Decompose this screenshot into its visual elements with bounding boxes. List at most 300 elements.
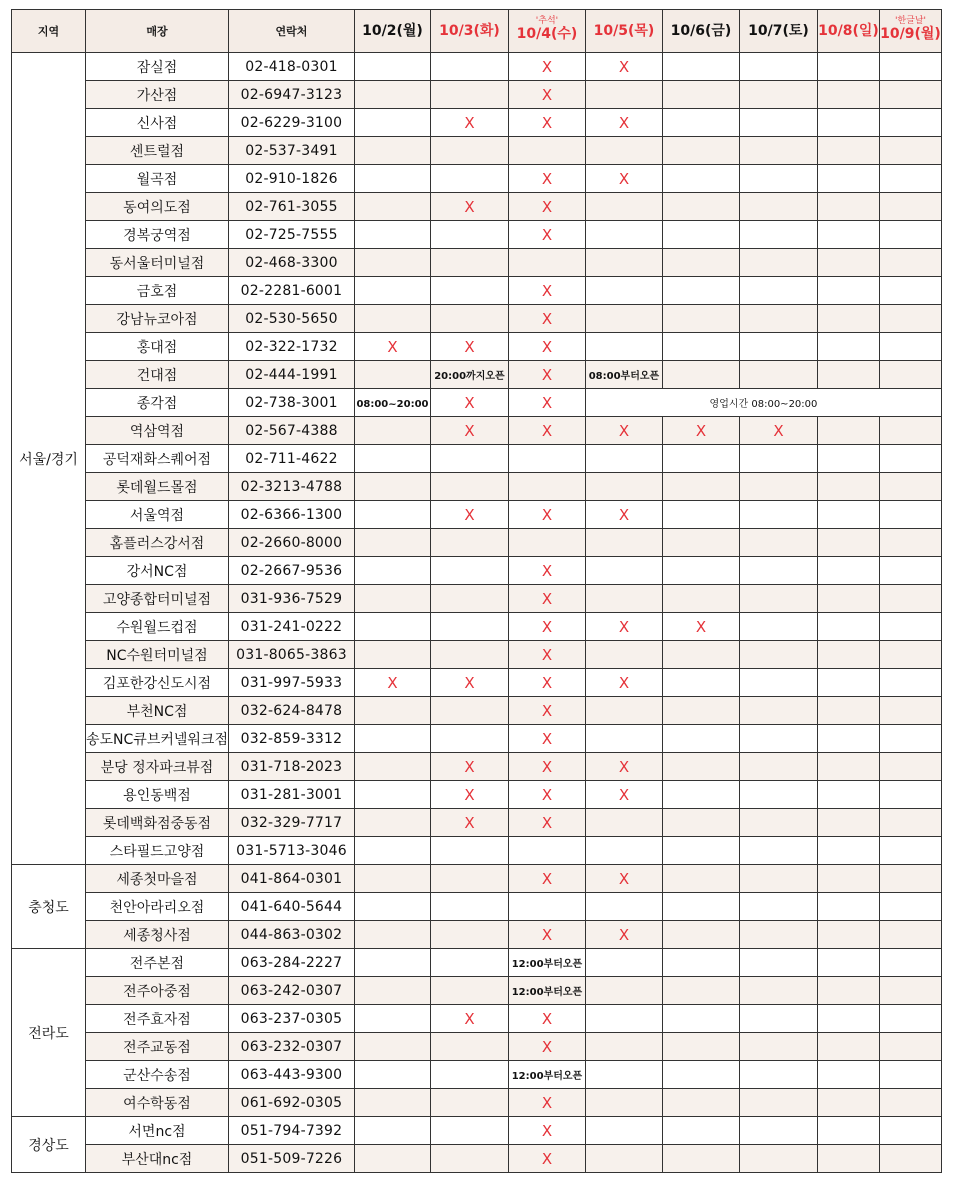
day-cell	[585, 249, 662, 277]
store-name-cell: 홍대점	[86, 333, 229, 361]
day-cell	[817, 725, 879, 753]
day-cell	[354, 837, 430, 865]
closed-mark: X	[541, 1121, 553, 1140]
header-day-date: 10/3(화)	[439, 22, 500, 39]
day-cell	[879, 277, 941, 305]
closed-mark: X	[541, 169, 553, 188]
closed-mark: X	[541, 925, 553, 944]
table-row	[12, 361, 942, 389]
day-cell	[739, 53, 817, 81]
day-cell	[879, 557, 941, 585]
day-cell	[508, 1089, 585, 1117]
hours-note: 12:00부터오픈	[511, 1070, 583, 1082]
day-cell	[354, 221, 430, 249]
day-cell	[585, 417, 662, 445]
day-cell	[879, 1061, 941, 1089]
day-cell	[817, 585, 879, 613]
day-cell	[430, 529, 508, 557]
day-cell	[739, 165, 817, 193]
header-day-date: 10/7(토)	[748, 22, 809, 39]
day-cell	[585, 473, 662, 501]
day-cell	[508, 893, 585, 921]
closed-mark: X	[541, 197, 553, 216]
day-cell	[739, 585, 817, 613]
day-cell	[879, 949, 941, 977]
day-cell	[430, 109, 508, 137]
store-name-cell: 동여의도점	[86, 193, 229, 221]
day-cell	[430, 445, 508, 473]
day-cell	[430, 81, 508, 109]
day-cell	[662, 1033, 739, 1061]
day-cell	[662, 361, 739, 389]
day-cell	[585, 697, 662, 725]
day-cell	[879, 613, 941, 641]
day-cell	[739, 277, 817, 305]
store-tel-cell: 02-322-1732	[228, 333, 354, 361]
day-cell	[354, 753, 430, 781]
day-cell	[662, 809, 739, 837]
day-cell	[430, 193, 508, 221]
closed-mark: X	[541, 365, 553, 384]
day-cell	[354, 305, 430, 333]
day-cell	[739, 1061, 817, 1089]
store-name-cell: 가산점	[86, 81, 229, 109]
table-row	[12, 557, 942, 585]
day-cell	[739, 417, 817, 445]
day-cell	[430, 585, 508, 613]
day-cell	[585, 1005, 662, 1033]
table-row	[12, 613, 942, 641]
day-cell	[879, 165, 941, 193]
day-cell	[739, 1005, 817, 1033]
header-day-date: 10/5(목)	[593, 22, 655, 39]
day-cell	[354, 641, 430, 669]
table-row	[12, 949, 942, 977]
day-cell	[879, 1145, 941, 1173]
closed-mark: X	[541, 393, 553, 412]
day-cell	[817, 277, 879, 305]
day-cell	[739, 809, 817, 837]
business-hours-span-cell	[585, 389, 941, 417]
day-cell	[817, 501, 879, 529]
table-row	[12, 109, 942, 137]
table-row	[12, 53, 942, 81]
day-cell	[662, 473, 739, 501]
table-row	[12, 641, 942, 669]
table-row	[12, 837, 942, 865]
day-cell	[430, 221, 508, 249]
store-name-cell: NC수원터미널점	[86, 641, 229, 669]
day-cell	[879, 809, 941, 837]
day-cell	[879, 529, 941, 557]
header-row	[12, 10, 942, 53]
day-cell	[430, 921, 508, 949]
day-cell	[879, 725, 941, 753]
table-row	[12, 865, 942, 893]
day-cell	[508, 137, 585, 165]
day-cell	[354, 193, 430, 221]
header-day-6	[739, 10, 817, 53]
header-day-date: 10/4(수)	[516, 26, 578, 42]
store-tel-cell: 044-863-0302	[228, 921, 354, 949]
closed-mark: X	[464, 393, 475, 412]
store-name-cell: 월곡점	[86, 165, 229, 193]
day-cell	[585, 81, 662, 109]
hours-note: 12:00부터오픈	[511, 958, 583, 970]
day-cell	[879, 921, 941, 949]
closed-mark: X	[618, 869, 630, 888]
day-cell	[879, 977, 941, 1005]
table-row	[12, 921, 942, 949]
store-tel-cell: 032-329-7717	[228, 809, 354, 837]
store-tel-cell: 031-718-2023	[228, 753, 354, 781]
day-cell	[585, 445, 662, 473]
day-cell	[879, 221, 941, 249]
store-name-cell: 고양종합터미널점	[86, 585, 229, 613]
day-cell	[739, 725, 817, 753]
store-name-cell: 스타필드고양점	[86, 837, 229, 865]
table-row	[12, 1117, 942, 1145]
store-name-cell: 분당 정자파크뷰점	[86, 753, 229, 781]
closed-mark: X	[695, 421, 707, 440]
day-cell	[354, 165, 430, 193]
day-cell	[585, 781, 662, 809]
day-cell	[430, 1033, 508, 1061]
store-tel-cell: 02-6229-3100	[228, 109, 354, 137]
day-cell	[508, 669, 585, 697]
day-cell	[739, 893, 817, 921]
holiday-label: '추석'	[535, 16, 559, 26]
closed-mark: X	[541, 1037, 553, 1056]
day-cell	[739, 305, 817, 333]
day-cell	[585, 501, 662, 529]
closed-mark: X	[695, 617, 707, 636]
day-cell	[508, 641, 585, 669]
store-tel-cell: 02-2660-8000	[228, 529, 354, 557]
store-tel-cell: 02-2667-9536	[228, 557, 354, 585]
day-cell	[585, 557, 662, 585]
day-cell	[817, 109, 879, 137]
closed-mark: X	[541, 645, 553, 664]
day-cell	[817, 921, 879, 949]
table-row	[12, 389, 942, 417]
day-cell	[430, 361, 508, 389]
day-cell	[430, 837, 508, 865]
day-cell	[662, 1145, 739, 1173]
table-row	[12, 1033, 942, 1061]
table-row	[12, 809, 942, 837]
store-tel-cell: 031-281-3001	[228, 781, 354, 809]
day-cell	[430, 781, 508, 809]
table-row	[12, 753, 942, 781]
day-cell	[354, 361, 430, 389]
day-cell	[879, 445, 941, 473]
day-cell	[817, 473, 879, 501]
day-cell	[739, 501, 817, 529]
day-cell	[354, 333, 430, 361]
closed-mark: X	[464, 1009, 475, 1028]
store-tel-cell: 031-241-0222	[228, 613, 354, 641]
day-cell	[354, 1061, 430, 1089]
store-tel-cell: 02-725-7555	[228, 221, 354, 249]
day-cell	[508, 361, 585, 389]
table-row	[12, 977, 942, 1005]
store-tel-cell: 051-509-7226	[228, 1145, 354, 1173]
closed-mark: X	[541, 1093, 553, 1112]
closed-mark: X	[541, 85, 553, 104]
closed-mark: X	[464, 197, 475, 216]
day-cell	[585, 641, 662, 669]
region-cell: 전라도	[12, 949, 86, 1117]
day-cell	[817, 809, 879, 837]
closed-mark: X	[618, 113, 630, 132]
day-cell	[662, 949, 739, 977]
day-cell	[508, 445, 585, 473]
day-cell	[662, 781, 739, 809]
day-cell	[817, 1145, 879, 1173]
day-cell	[739, 1145, 817, 1173]
store-tel-cell: 063-242-0307	[228, 977, 354, 1005]
header-day-date: 10/6(금)	[670, 22, 732, 39]
day-cell	[585, 977, 662, 1005]
day-cell	[817, 893, 879, 921]
day-cell	[739, 221, 817, 249]
closed-mark: X	[541, 505, 553, 524]
day-cell	[585, 221, 662, 249]
store-tel-cell: 02-468-3300	[228, 249, 354, 277]
day-cell	[508, 809, 585, 837]
closed-mark: X	[541, 421, 553, 440]
day-cell	[585, 1033, 662, 1061]
table-row	[12, 669, 942, 697]
store-name-cell: 전주효자점	[86, 1005, 229, 1033]
day-cell	[585, 921, 662, 949]
table-row	[12, 305, 942, 333]
day-cell	[817, 193, 879, 221]
day-cell	[354, 809, 430, 837]
day-cell	[508, 781, 585, 809]
closed-mark: X	[773, 421, 784, 440]
day-cell	[585, 949, 662, 977]
store-tel-cell: 02-738-3001	[228, 389, 354, 417]
day-cell	[430, 1061, 508, 1089]
store-name-cell: 수원월드컵점	[86, 613, 229, 641]
store-tel-cell: 041-640-5644	[228, 893, 354, 921]
day-cell	[585, 137, 662, 165]
day-cell	[508, 165, 585, 193]
store-tel-cell: 063-443-9300	[228, 1061, 354, 1089]
table-row	[12, 1005, 942, 1033]
day-cell	[739, 837, 817, 865]
day-cell	[739, 81, 817, 109]
store-tel-cell: 02-444-1991	[228, 361, 354, 389]
day-cell	[662, 417, 739, 445]
store-tel-cell: 02-567-4388	[228, 417, 354, 445]
day-cell	[879, 753, 941, 781]
store-tel-cell: 031-997-5933	[228, 669, 354, 697]
day-cell	[585, 1145, 662, 1173]
store-name-cell: 서면nc점	[86, 1117, 229, 1145]
day-cell	[430, 305, 508, 333]
day-cell	[508, 277, 585, 305]
store-name-cell: 강남뉴코아점	[86, 305, 229, 333]
day-cell	[354, 697, 430, 725]
table-row	[12, 417, 942, 445]
day-cell	[879, 249, 941, 277]
day-cell	[354, 473, 430, 501]
day-cell	[430, 865, 508, 893]
store-name-cell: 역삼역점	[86, 417, 229, 445]
day-cell	[354, 669, 430, 697]
day-cell	[430, 501, 508, 529]
day-cell	[662, 893, 739, 921]
day-cell	[879, 417, 941, 445]
store-tel-cell: 02-418-0301	[228, 53, 354, 81]
day-cell	[739, 753, 817, 781]
day-cell	[585, 837, 662, 865]
day-cell	[585, 333, 662, 361]
closed-mark: X	[541, 337, 553, 356]
store-tel-cell: 031-936-7529	[228, 585, 354, 613]
day-cell	[879, 53, 941, 81]
store-name-cell: 여수학동점	[86, 1089, 229, 1117]
day-cell	[739, 1033, 817, 1061]
table-row	[12, 1061, 942, 1089]
day-cell	[585, 1061, 662, 1089]
closed-mark: X	[618, 57, 630, 76]
day-cell	[354, 53, 430, 81]
day-cell	[662, 109, 739, 137]
store-tel-cell: 02-6366-1300	[228, 501, 354, 529]
day-cell	[817, 529, 879, 557]
day-cell	[430, 389, 508, 417]
day-cell	[430, 1005, 508, 1033]
day-cell	[739, 949, 817, 977]
day-cell	[354, 1089, 430, 1117]
store-tel-cell: 02-537-3491	[228, 137, 354, 165]
day-cell	[508, 921, 585, 949]
day-cell	[585, 613, 662, 641]
closed-mark: X	[541, 281, 553, 300]
day-cell	[430, 977, 508, 1005]
closed-mark: X	[541, 1009, 553, 1028]
day-cell	[430, 1117, 508, 1145]
store-name-cell: 홈플러스강서점	[86, 529, 229, 557]
day-cell	[508, 333, 585, 361]
store-name-cell: 건대점	[86, 361, 229, 389]
day-cell	[508, 53, 585, 81]
business-hours-note: 영업시간 08:00~20:00	[709, 398, 818, 410]
day-cell	[354, 949, 430, 977]
day-cell	[662, 305, 739, 333]
hours-note: 08:00~20:00	[356, 398, 429, 410]
day-cell	[739, 921, 817, 949]
day-cell	[879, 669, 941, 697]
closed-mark: X	[618, 169, 630, 188]
day-cell	[817, 305, 879, 333]
store-tel-cell: 063-237-0305	[228, 1005, 354, 1033]
closed-mark: X	[541, 57, 553, 76]
day-cell	[508, 81, 585, 109]
store-tel-cell: 02-910-1826	[228, 165, 354, 193]
day-cell	[585, 585, 662, 613]
table-row	[12, 529, 942, 557]
region-cell: 경상도	[12, 1117, 86, 1173]
closed-mark: X	[618, 421, 630, 440]
store-tel-cell: 02-3213-4788	[228, 473, 354, 501]
day-cell	[354, 977, 430, 1005]
day-cell	[430, 53, 508, 81]
day-cell	[430, 613, 508, 641]
day-cell	[662, 641, 739, 669]
store-name-cell: 세종청사점	[86, 921, 229, 949]
day-cell	[879, 501, 941, 529]
store-name-cell: 신사점	[86, 109, 229, 137]
day-cell	[662, 977, 739, 1005]
store-tel-cell: 051-794-7392	[228, 1117, 354, 1145]
day-cell	[354, 725, 430, 753]
store-name-cell: 부천NC점	[86, 697, 229, 725]
day-cell	[739, 697, 817, 725]
day-cell	[739, 669, 817, 697]
store-name-cell: 서울역점	[86, 501, 229, 529]
store-name-cell: 공덕재화스퀘어점	[86, 445, 229, 473]
header-tel: 연락처	[228, 10, 354, 53]
day-cell	[508, 389, 585, 417]
day-cell	[508, 557, 585, 585]
store-tel-cell: 02-711-4622	[228, 445, 354, 473]
store-tel-cell: 02-2281-6001	[228, 277, 354, 305]
day-cell	[662, 53, 739, 81]
day-cell	[817, 1033, 879, 1061]
day-cell	[354, 277, 430, 305]
day-cell	[817, 165, 879, 193]
day-cell	[354, 921, 430, 949]
store-name-cell: 부산대nc점	[86, 1145, 229, 1173]
store-tel-cell: 032-859-3312	[228, 725, 354, 753]
closed-mark: X	[618, 757, 630, 776]
day-cell	[879, 1117, 941, 1145]
day-cell	[430, 473, 508, 501]
day-cell	[508, 725, 585, 753]
table-row	[12, 1145, 942, 1173]
hours-note: 12:00부터오픈	[511, 986, 583, 998]
day-cell	[508, 613, 585, 641]
day-cell	[817, 781, 879, 809]
day-cell	[817, 865, 879, 893]
day-cell	[739, 109, 817, 137]
day-cell	[817, 753, 879, 781]
table-row	[12, 277, 942, 305]
store-name-cell: 세종첫마을점	[86, 865, 229, 893]
closed-mark: X	[541, 113, 553, 132]
holiday-label: '한글날'	[894, 16, 926, 26]
day-cell	[430, 249, 508, 277]
store-name-cell: 송도NC큐브커넬워크점	[86, 725, 229, 753]
day-cell	[817, 361, 879, 389]
day-cell	[739, 557, 817, 585]
day-cell	[662, 81, 739, 109]
day-cell	[739, 473, 817, 501]
day-cell	[879, 361, 941, 389]
day-cell	[662, 277, 739, 305]
closed-mark: X	[541, 729, 553, 748]
day-cell	[817, 949, 879, 977]
header-region: 지역	[12, 10, 86, 53]
day-cell	[879, 81, 941, 109]
table-row	[12, 501, 942, 529]
day-cell	[508, 221, 585, 249]
